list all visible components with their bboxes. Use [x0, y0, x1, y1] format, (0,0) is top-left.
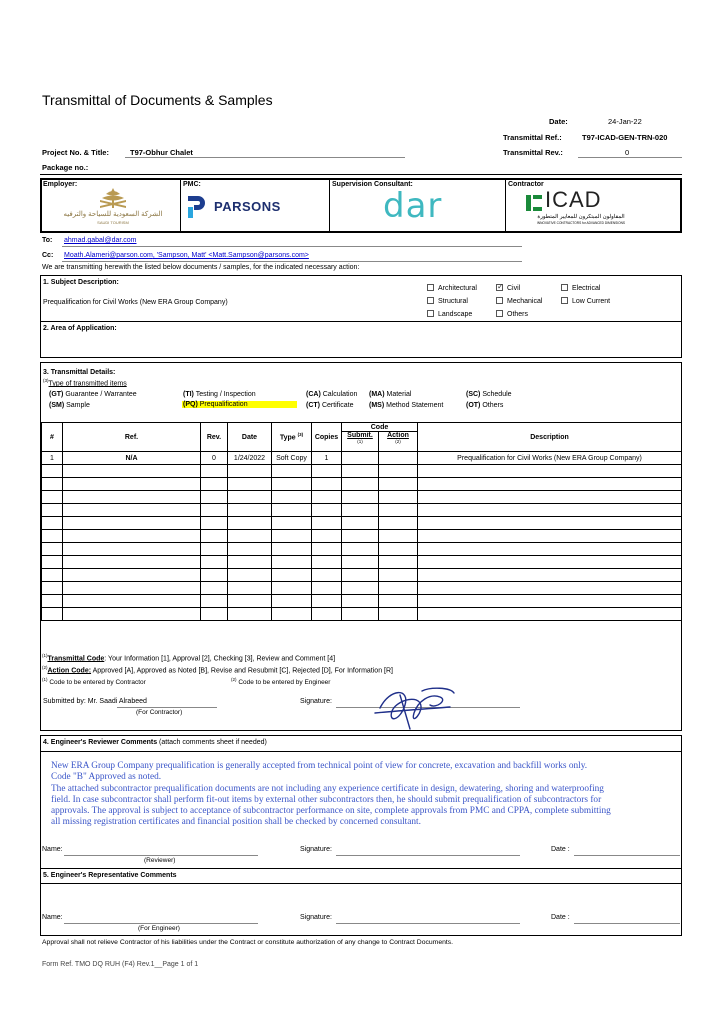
type-pq-highlighted: (PQ) Prequalification [182, 401, 297, 408]
icad-arabic: المقاولون المبتكرون للمعايير المتطورة [537, 214, 625, 220]
transmittal-rev-label: Transmittal Rev.: [503, 148, 563, 157]
type-ti: (TI) Testing / Inspection [183, 391, 256, 398]
table-row [42, 452, 682, 465]
type-sc: (SC) Schedule [466, 391, 512, 398]
document-title: Transmittal of Documents & Samples [42, 92, 273, 108]
note-contractor-code: $^{(1)}$ Code to be entered by Contractor [42, 677, 146, 687]
intro-text: We are transmitting herewith the listed below documents / samples, for the indicated necessary action: [42, 264, 360, 271]
col-type: Type $^{(3)}$ [272, 423, 312, 452]
form-reference: Form Ref. TMO DQ RUH (F4) Rev.1__Page 1 of 1 [42, 961, 199, 968]
submitted-by: Submitted by: Mr. Saadi Alrabeed [43, 698, 147, 705]
col-action: Action (2) [379, 432, 418, 452]
disclaimer: Approval shall not relieve Contractor of his liabilities under the Contract or constitute authorization of any change to Contract Documents. [42, 939, 454, 946]
icad-logo-text: ICAD [545, 187, 602, 212]
type-sm: (SM) Sample [49, 402, 90, 409]
representative-signature-label: Signature: [300, 914, 332, 921]
details-label: 3. Transmittal Details: [43, 369, 116, 376]
contractor-label: Contractor [508, 181, 544, 188]
handwritten-signature [370, 683, 460, 733]
icad-tagline: INNOVATIVE CONTRACTORS for ADVANCED DIMENSIONS [536, 221, 626, 225]
table-row-empty [42, 595, 682, 608]
table-row-empty [42, 556, 682, 569]
employer-arabic-text: الشركة السعودية للسياحة والترفيه [63, 211, 163, 218]
type-note: $^{(3)}$Type of transmitted items [43, 378, 127, 388]
checkbox-architectural [427, 284, 434, 291]
col-date: Date [228, 423, 272, 452]
discipline-low-current[interactable]: Low Current [561, 297, 610, 305]
reviewer-comment-line: field. In case subcontractor shall perform fit-out items by external other subcontractors then, he should submit prequalification of subcontractors for [51, 794, 602, 805]
col-submit: Submit. (1) [342, 432, 379, 452]
employer-tagline: SAUDI TOURISM [97, 220, 129, 225]
checkbox-electrical [561, 284, 568, 291]
transmittal-rev-value: 0 [625, 148, 630, 157]
transmittal-ref-value: T97-ICAD-GEN-TRN-020 [582, 133, 668, 142]
checkbox-low-current [561, 297, 568, 304]
table-row-empty [42, 478, 682, 491]
checkbox-civil [496, 284, 503, 291]
employer-label: Employer: [43, 181, 78, 188]
reviewer-name-label: Name: [42, 846, 63, 853]
representative-role: (For Engineer) [138, 925, 180, 932]
col-num: # [42, 423, 63, 452]
discipline-others[interactable]: Others [496, 310, 528, 318]
cell-type: Soft Copy [272, 452, 312, 465]
reviewer-comment-line: approvals. The approval is subject to acceptance of subcontractor performance on site, complete approvals from PMC and CPPA, complete submitting [51, 806, 611, 817]
table-row-empty [42, 491, 682, 504]
employer-logo [58, 186, 168, 230]
cell-description: Prequalification for Civil Works (New ERA Group Company) [418, 452, 682, 465]
transmittal-ref-label: Transmittal Ref.: [503, 133, 562, 142]
reviewer-label: 4. Engineer's Reviewer Comments (attach comments sheet if needed) [43, 739, 267, 746]
to-label: To: [42, 237, 53, 244]
discipline-landscape[interactable]: Landscape [427, 310, 472, 318]
reviewer-comment-line: Code "B" Approved as noted. [51, 772, 162, 783]
cell-num: 1 [42, 452, 63, 465]
for-contractor: (For Contractor) [136, 709, 183, 716]
representative-date-label: Date : [551, 914, 570, 921]
cc-email-link-1[interactable]: Moath.Alameri@parson.com [64, 252, 153, 259]
col-description: Description [418, 423, 682, 452]
table-row-empty [42, 569, 682, 582]
discipline-architectural[interactable]: Architectural [427, 284, 477, 292]
parsons-logo [186, 194, 326, 220]
table-row-empty [42, 465, 682, 478]
table-row-empty [42, 608, 682, 621]
reviewer-comment-line: all missing registration certificates and financial position shall be checked by concerned consultant. [51, 817, 421, 828]
col-rev: Rev. [201, 423, 228, 452]
representative-label: 5. Engineer's Representative Comments [43, 872, 177, 879]
action-code-legend: $^{(2)}$Action Code: Approved [A], Approved as Noted [B], Revise and Resubmit [C], Rejected [D], For Information [R] [42, 665, 393, 675]
reviewer-date-label: Date : [551, 846, 570, 853]
type-ca: (CA) Calculation [306, 391, 358, 398]
cell-date: 1/24/2022 [228, 452, 272, 465]
reviewer-signature-label: Signature: [300, 846, 332, 853]
cell-action [379, 452, 418, 465]
cc-email-link-2[interactable]: , 'Sampson, Matt' <Matt.Sampson@parsons.com> [152, 252, 309, 259]
cell-submit [342, 452, 379, 465]
checkbox-others [496, 310, 503, 317]
icad-logo [525, 187, 665, 230]
representative-name-label: Name: [42, 914, 63, 921]
to-email-link[interactable]: ahmad.gabal@dar.com [64, 237, 137, 244]
cc-label: Cc: [42, 252, 54, 259]
discipline-electrical[interactable]: Electrical [561, 284, 600, 292]
reviewer-comments [51, 761, 677, 829]
table-row-empty [42, 543, 682, 556]
cell-ref: N/A [63, 452, 201, 465]
col-ref: Ref. [63, 423, 201, 452]
discipline-mechanical[interactable]: Mechanical [496, 297, 542, 305]
table-row-empty [42, 504, 682, 517]
transmittal-table [41, 422, 682, 621]
table-row-empty [42, 582, 682, 595]
package-label: Package no.: [42, 163, 89, 172]
type-ct: (CT) Certificate [306, 402, 354, 409]
transmittal-code-legend: $^{(1)}$Transmittal Code: Your Information [1], Approval [2], Checking [3], Review and Comment [4] [42, 653, 336, 663]
checkbox-mechanical [496, 297, 503, 304]
discipline-civil[interactable]: ✓ Civil [496, 284, 520, 292]
table-row-empty [42, 530, 682, 543]
parsons-logo-text: PARSONS [214, 199, 281, 214]
type-ot: (OT) Others [466, 402, 504, 409]
type-ma: (MA) Material [369, 391, 412, 398]
area-section [40, 321, 682, 358]
contractor-signature-label: Signature: [300, 698, 332, 705]
pmc-label: PMC: [183, 181, 201, 188]
checkbox-structural [427, 297, 434, 304]
col-code: Code [342, 423, 418, 432]
col-copies: Copies [312, 423, 342, 452]
discipline-structural[interactable]: Structural [427, 297, 468, 305]
type-ms: (MS) Method Statement [369, 402, 444, 409]
reviewer-role: (Reviewer) [144, 857, 176, 864]
reviewer-comment-line: The attached subcontractor prequalification documents are not including any experience certificate in design, dewatering, shoring and waterproofing [51, 783, 604, 794]
cell-copies: 1 [312, 452, 342, 465]
date-value: 24-Jan-22 [608, 117, 642, 126]
cell-rev: 0 [201, 452, 228, 465]
type-gt: (GT) Guarantee / Warrantee [49, 391, 137, 398]
project-label: Project No. & Title: [42, 148, 109, 157]
note-engineer-code: $^{(2)}$ Code to be entered by Engineer [231, 677, 331, 687]
subject-label: 1. Subject Description: [43, 279, 119, 286]
supervision-label: Supervision Consultant: [332, 181, 413, 188]
cc-emails [64, 252, 309, 259]
table-row-empty [42, 517, 682, 530]
subject-text: Prequalification for Civil Works (New ERA Group Company) [43, 299, 228, 306]
area-label: 2. Area of Application: [43, 325, 117, 332]
dar-logo: dar [383, 186, 443, 226]
project-value: T97-Obhur Chalet [130, 148, 193, 157]
reviewer-comment-line: New ERA Group Company prequalification is generally accepted from technical point of view for concrete, excavation and backfill works only. [51, 761, 588, 771]
date-label: Date: [549, 117, 568, 126]
checkbox-landscape [427, 310, 434, 317]
